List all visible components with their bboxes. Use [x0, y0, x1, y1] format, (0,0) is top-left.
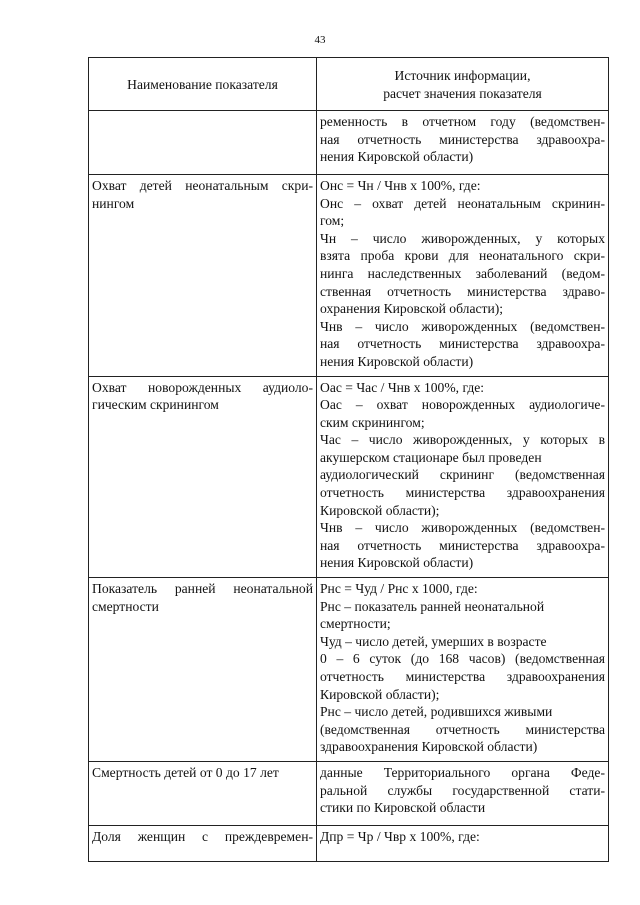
- source-cell: [317, 825, 609, 862]
- source-cell: [317, 761, 609, 825]
- indicator-name-cell: [89, 174, 317, 376]
- source-line: нения Кировской области): [320, 555, 474, 571]
- source-line: Рнс – число детей, родившихся живыми: [320, 704, 553, 720]
- page-number: 43: [314, 34, 326, 46]
- source-line: ственная отчетность министерства здраво-: [320, 283, 605, 299]
- indicator-name-line: Смертность детей от 0 до 17 лет: [92, 764, 279, 780]
- source-line: Оас – охват новорожденных аудиологиче-: [320, 397, 605, 413]
- indicator-name-cell: [89, 578, 317, 762]
- indicator-name-cell: [89, 761, 317, 825]
- source-line: ским скринингом;: [320, 414, 425, 430]
- source-line: Онс – охват детей неонатальным скринин-: [320, 195, 605, 211]
- source-line: Оас = Час / Чнв х 100%, где:: [320, 379, 485, 395]
- source-line: (ведомственная отчетность министерства: [320, 721, 605, 737]
- source-line: охранения Кировской области);: [320, 301, 504, 317]
- source-line: нения Кировской области): [320, 149, 474, 165]
- source-cell: [317, 376, 609, 578]
- source-line: ральной службы государственной стати-: [320, 782, 605, 798]
- source-cell: [317, 111, 609, 175]
- source-line: нинга наследственных заболеваний (ведом-: [320, 265, 605, 281]
- source-line: Чн – число живорожденных, у которых: [320, 230, 605, 246]
- indicators-table: [88, 57, 609, 862]
- source-line: взята проба крови для неонатального скри-: [320, 248, 605, 264]
- source-line: Кировской области);: [320, 686, 440, 702]
- source-line: данные Территориального органа Феде-: [320, 764, 605, 780]
- table-row: [89, 825, 609, 862]
- source-cell: [317, 174, 609, 376]
- source-line: отчетность министерства здравоохранения: [320, 669, 605, 684]
- source-line: Онс = Чн / Чнв х 100%, где:: [320, 177, 481, 193]
- source-line: ная отчетность министерства здравоохра-: [320, 336, 605, 352]
- source-line: Час – число живорожденных, у которых в: [320, 432, 605, 448]
- source-line: 0 – 6 суток (до 168 часов) (ведомственная: [320, 651, 605, 667]
- source-line: смертности;: [320, 616, 391, 632]
- source-line: Чуд – число детей, умерших в возрасте: [320, 633, 547, 649]
- table-row: [89, 761, 609, 825]
- table-row: [89, 174, 609, 376]
- source-line: ременность в отчетном году (ведомствен-: [320, 114, 605, 130]
- source-line: Рнс – показатель ранней неонатальной: [320, 598, 545, 614]
- source-line: ная отчетность министерства здравоохра-: [320, 537, 605, 553]
- header-source-line-2: расчет значения показателя: [383, 85, 542, 101]
- indicator-name-line: Доля женщин с преждевремен-: [92, 828, 313, 844]
- source-line: Дпр = Чр / Чвр х 100%, где:: [320, 828, 480, 844]
- header-indicator-name-text: Наименование показателя: [127, 76, 278, 92]
- indicator-name-line: Показатель ранней неонатальной: [92, 581, 313, 597]
- indicator-name-line: Охват новорожденных аудиоло-: [92, 379, 313, 395]
- source-line: аудиологический скрининг (ведомственная: [320, 467, 605, 483]
- source-line: гом;: [320, 213, 345, 229]
- source-line: Чнв – число живорожденных (ведомствен-: [320, 520, 605, 536]
- table-row: [89, 376, 609, 578]
- source-line: Рнс = Чуд / Рнс х 1000, где:: [320, 581, 478, 597]
- source-line: стики по Кировской области: [320, 800, 486, 816]
- table-header-row: [89, 58, 609, 111]
- source-line: Кировской области);: [320, 502, 440, 518]
- source-line: ная отчетность министерства здравоохра-: [320, 131, 605, 147]
- indicator-name-line: нингом: [92, 195, 135, 211]
- table-row: [89, 111, 609, 175]
- indicator-name-line: Охват детей неонатальным скри-: [92, 177, 313, 193]
- indicator-name-cell: [89, 111, 317, 175]
- source-line: Чнв – число живорожденных (ведомствен-: [320, 318, 605, 334]
- indicator-name-line: гическим скринингом: [92, 397, 219, 413]
- header-source: [317, 58, 609, 111]
- source-line: здравоохранения Кировской области): [320, 739, 538, 755]
- source-cell: [317, 578, 609, 762]
- source-line: отчетность министерства здравоохранения: [320, 485, 605, 501]
- indicator-name-cell: [89, 825, 317, 862]
- header-source-line-1: Источник информации,: [394, 68, 531, 83]
- table-row: [89, 578, 609, 762]
- source-line: нения Кировской области): [320, 353, 474, 369]
- indicator-name-line: смертности: [92, 598, 159, 614]
- indicator-name-cell: [89, 376, 317, 578]
- header-indicator-name: [89, 58, 317, 111]
- source-line: акушерском стационаре был проведен: [320, 449, 542, 465]
